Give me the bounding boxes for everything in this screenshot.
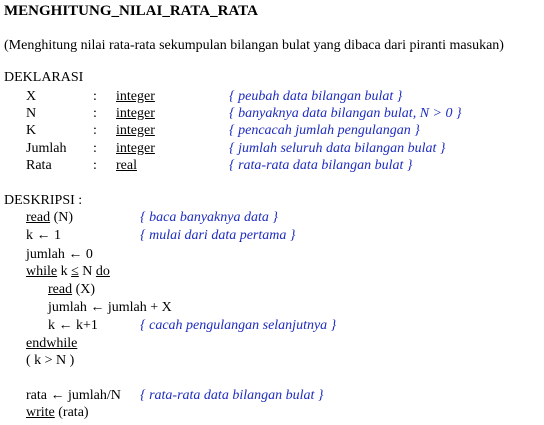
while-condition-start: k (57, 264, 72, 279)
var-separator: : (93, 89, 97, 104)
read-x-statement (48, 282, 95, 298)
var-separator: : (93, 106, 97, 121)
read-argument: (X) (72, 282, 96, 297)
var-comment: { banyaknya data bilangan bulat, N > 0 } (229, 106, 462, 121)
var-separator: : (93, 123, 97, 138)
var-type: integer (116, 141, 155, 156)
deklarasi-heading: DEKLARASI (4, 70, 84, 85)
rata-assign-statement: rata ← jumlah/N (26, 388, 121, 403)
read-argument: (N) (50, 210, 74, 225)
var-type: integer (116, 123, 155, 138)
var-name: N (26, 106, 37, 121)
k-increment-comment: { cacah pengulangan selanjutnya } (140, 318, 337, 333)
page-title: MENGHITUNG_NILAI_RATA_RATA (4, 3, 258, 19)
endwhile-keyword: endwhile (26, 336, 78, 351)
var-comment: { pencacah jumlah pengulangan } (229, 123, 420, 138)
while-condition-end: N (78, 264, 96, 279)
var-comment: { jumlah seluruh data bilangan bulat } (229, 141, 446, 156)
var-type: integer (116, 106, 155, 121)
var-separator: : (93, 158, 97, 173)
var-separator: : (93, 141, 97, 156)
var-name: K (26, 123, 37, 138)
read-keyword: read (26, 210, 51, 225)
k-init-comment: { mulai dari data pertama } (140, 228, 296, 243)
read-keyword: read (48, 282, 73, 297)
jumlah-init-statement: jumlah ← 0 (26, 247, 93, 262)
less-equal-operator: ≤ (71, 264, 79, 279)
write-keyword: write (26, 405, 55, 420)
var-comment: { peubah data bilangan bulat } (229, 89, 403, 104)
k-init-statement: k ← 1 (26, 228, 61, 243)
loop-exit-condition: ( k > N ) (26, 353, 75, 368)
write-argument: (rata) (54, 405, 89, 420)
algorithm-description: (Menghitung nilai rata-rata sekumpulan bilangan bulat yang dibaca dari piranti masukan) (4, 38, 504, 53)
read-n-comment: { baca banyaknya data } (140, 210, 278, 225)
while-statement (26, 264, 110, 280)
while-keyword: while (26, 264, 58, 279)
var-name: Rata (26, 158, 52, 173)
read-n-statement (26, 210, 73, 226)
var-name: X (26, 89, 37, 104)
rata-assign-comment: { rata-rata data bilangan bulat } (140, 388, 324, 403)
var-type: real (116, 158, 137, 173)
deskripsi-heading: DESKRIPSI : (4, 193, 83, 208)
k-increment-statement: k ← k+1 (48, 318, 98, 333)
jumlah-update-statement: jumlah ← jumlah + X (48, 300, 172, 315)
var-comment: { rata-rata data bilangan bulat } (229, 158, 413, 173)
var-name: Jumlah (26, 141, 67, 156)
write-statement (26, 405, 89, 421)
do-keyword: do (95, 264, 110, 279)
var-type: integer (116, 89, 155, 104)
